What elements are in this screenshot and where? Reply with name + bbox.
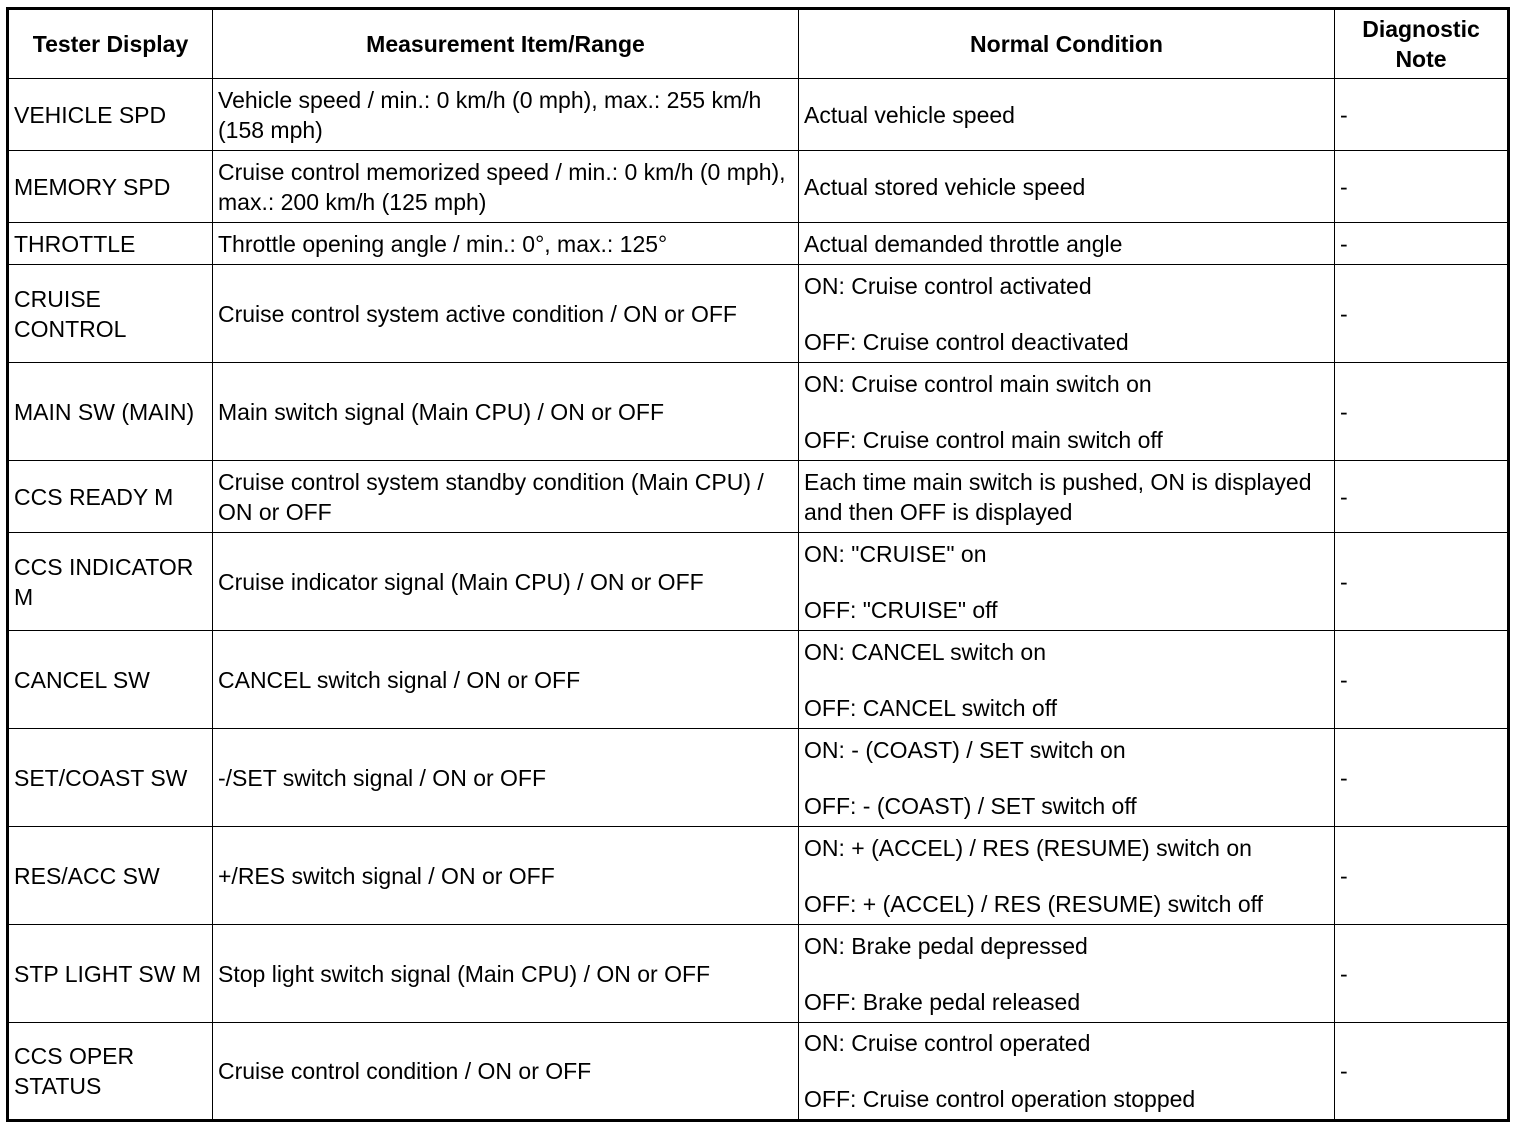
- diagnostic-note-cell: -: [1335, 79, 1509, 151]
- tester-display-cell: VEHICLE SPD: [8, 79, 213, 151]
- table-row: [8, 265, 1509, 363]
- table-row: [8, 79, 1509, 151]
- tester-display-cell: CCS READY M: [8, 461, 213, 533]
- diagnostic-note-cell: -: [1335, 729, 1509, 827]
- normal-on-text: ON: Cruise control operated: [804, 1030, 1091, 1056]
- normal-condition-cell: [799, 925, 1335, 1023]
- normal-on-text: ON: CANCEL switch on: [804, 638, 1046, 665]
- header-tester-display: Tester Display: [8, 9, 213, 79]
- table-row: [8, 729, 1509, 827]
- diagnostic-note-cell: -: [1335, 265, 1509, 363]
- normal-off-text: OFF: Cruise control operation stopped: [804, 1086, 1196, 1112]
- measurement-cell: -/SET switch signal / ON or OFF: [213, 729, 799, 827]
- normal-off-text: OFF: Cruise control deactivated: [804, 328, 1129, 355]
- measurement-cell: Cruise control system active condition / ON or OFF: [213, 265, 799, 363]
- normal-condition-cell: [799, 1023, 1335, 1121]
- normal-off-text: OFF: Brake pedal released: [804, 988, 1081, 1015]
- normal-condition-cell: [799, 729, 1335, 827]
- normal-condition-cell: Actual stored vehicle speed: [799, 151, 1335, 223]
- measurement-cell: Cruise control condition / ON or OFF: [213, 1023, 799, 1121]
- tester-display-cell: THROTTLE: [8, 223, 213, 265]
- table-row: [8, 223, 1509, 265]
- normal-condition-cell: [799, 631, 1335, 729]
- diagnostic-note-cell: -: [1335, 1023, 1509, 1121]
- header-measurement: Measurement Item/Range: [213, 9, 799, 79]
- table-row: [8, 925, 1509, 1023]
- tester-display-cell: SET/COAST SW: [8, 729, 213, 827]
- normal-on-text: ON: + (ACCEL) / RES (RESUME) switch on: [804, 834, 1252, 861]
- diagnostic-note-cell: -: [1335, 223, 1509, 265]
- normal-condition-cell: [799, 827, 1335, 925]
- normal-on-text: ON: - (COAST) / SET switch on: [804, 736, 1126, 763]
- tester-display-cell: MAIN SW (MAIN): [8, 363, 213, 461]
- tester-display-cell: CCS OPER STATUS: [8, 1023, 213, 1121]
- table-row: [8, 1023, 1509, 1121]
- measurement-cell: Cruise control system standby condition (Main CPU) / ON or OFF: [213, 461, 799, 533]
- tester-display-cell: MEMORY SPD: [8, 151, 213, 223]
- normal-condition-cell: Each time main switch is pushed, ON is displayed and then OFF is displayed: [799, 461, 1335, 533]
- measurement-cell: +/RES switch signal / ON or OFF: [213, 827, 799, 925]
- diagnostic-note-cell: -: [1335, 533, 1509, 631]
- tester-display-cell: STP LIGHT SW M: [8, 925, 213, 1023]
- normal-on-text: ON: Cruise control main switch on: [804, 370, 1152, 397]
- normal-on-text: ON: Brake pedal depressed: [804, 932, 1088, 959]
- measurement-cell: Vehicle speed / min.: 0 km/h (0 mph), max.: 255 km/h (158 mph): [213, 79, 799, 151]
- table-row: [8, 151, 1509, 223]
- measurement-cell: Stop light switch signal (Main CPU) / ON or OFF: [213, 925, 799, 1023]
- normal-off-text: OFF: CANCEL switch off: [804, 694, 1058, 721]
- normal-off-text: OFF: Cruise control main switch off: [804, 426, 1163, 453]
- measurement-cell: Cruise indicator signal (Main CPU) / ON or OFF: [213, 533, 799, 631]
- normal-condition-cell: [799, 533, 1335, 631]
- tester-display-cell: CANCEL SW: [8, 631, 213, 729]
- normal-condition-cell: Actual vehicle speed: [799, 79, 1335, 151]
- table-row: [8, 827, 1509, 925]
- tester-display-cell: CCS INDICATOR M: [8, 533, 213, 631]
- normal-off-text: OFF: + (ACCEL) / RES (RESUME) switch off: [804, 890, 1264, 917]
- diagnostic-note-cell: -: [1335, 151, 1509, 223]
- normal-on-text: ON: Cruise control activated: [804, 272, 1092, 299]
- table-row: [8, 363, 1509, 461]
- tester-display-cell: CRUISE CONTROL: [8, 265, 213, 363]
- diagnostic-note-cell: -: [1335, 925, 1509, 1023]
- diagnostic-note-cell: -: [1335, 363, 1509, 461]
- table-row: [8, 461, 1509, 533]
- measurement-cell: CANCEL switch signal / ON or OFF: [213, 631, 799, 729]
- table-row: [8, 631, 1509, 729]
- table-header-row: [8, 9, 1509, 79]
- normal-condition-cell: [799, 363, 1335, 461]
- normal-off-text: OFF: - (COAST) / SET switch off: [804, 792, 1137, 819]
- normal-off-text: OFF: "CRUISE" off: [804, 596, 998, 623]
- diagnostic-table: [6, 7, 1510, 1122]
- diagnostic-note-cell: -: [1335, 827, 1509, 925]
- normal-condition-cell: [799, 265, 1335, 363]
- normal-condition-cell: Actual demanded throttle angle: [799, 223, 1335, 265]
- diagnostic-note-cell: -: [1335, 631, 1509, 729]
- header-diagnostic-note: Diagnostic Note: [1335, 9, 1509, 79]
- measurement-cell: Main switch signal (Main CPU) / ON or OFF: [213, 363, 799, 461]
- header-normal-condition: Normal Condition: [799, 9, 1335, 79]
- tester-display-cell: RES/ACC SW: [8, 827, 213, 925]
- measurement-cell: Cruise control memorized speed / min.: 0 km/h (0 mph), max.: 200 km/h (125 mph): [213, 151, 799, 223]
- normal-on-text: ON: "CRUISE" on: [804, 540, 987, 567]
- measurement-cell: Throttle opening angle / min.: 0°, max.: 125°: [213, 223, 799, 265]
- table-row: [8, 533, 1509, 631]
- diagnostic-note-cell: -: [1335, 461, 1509, 533]
